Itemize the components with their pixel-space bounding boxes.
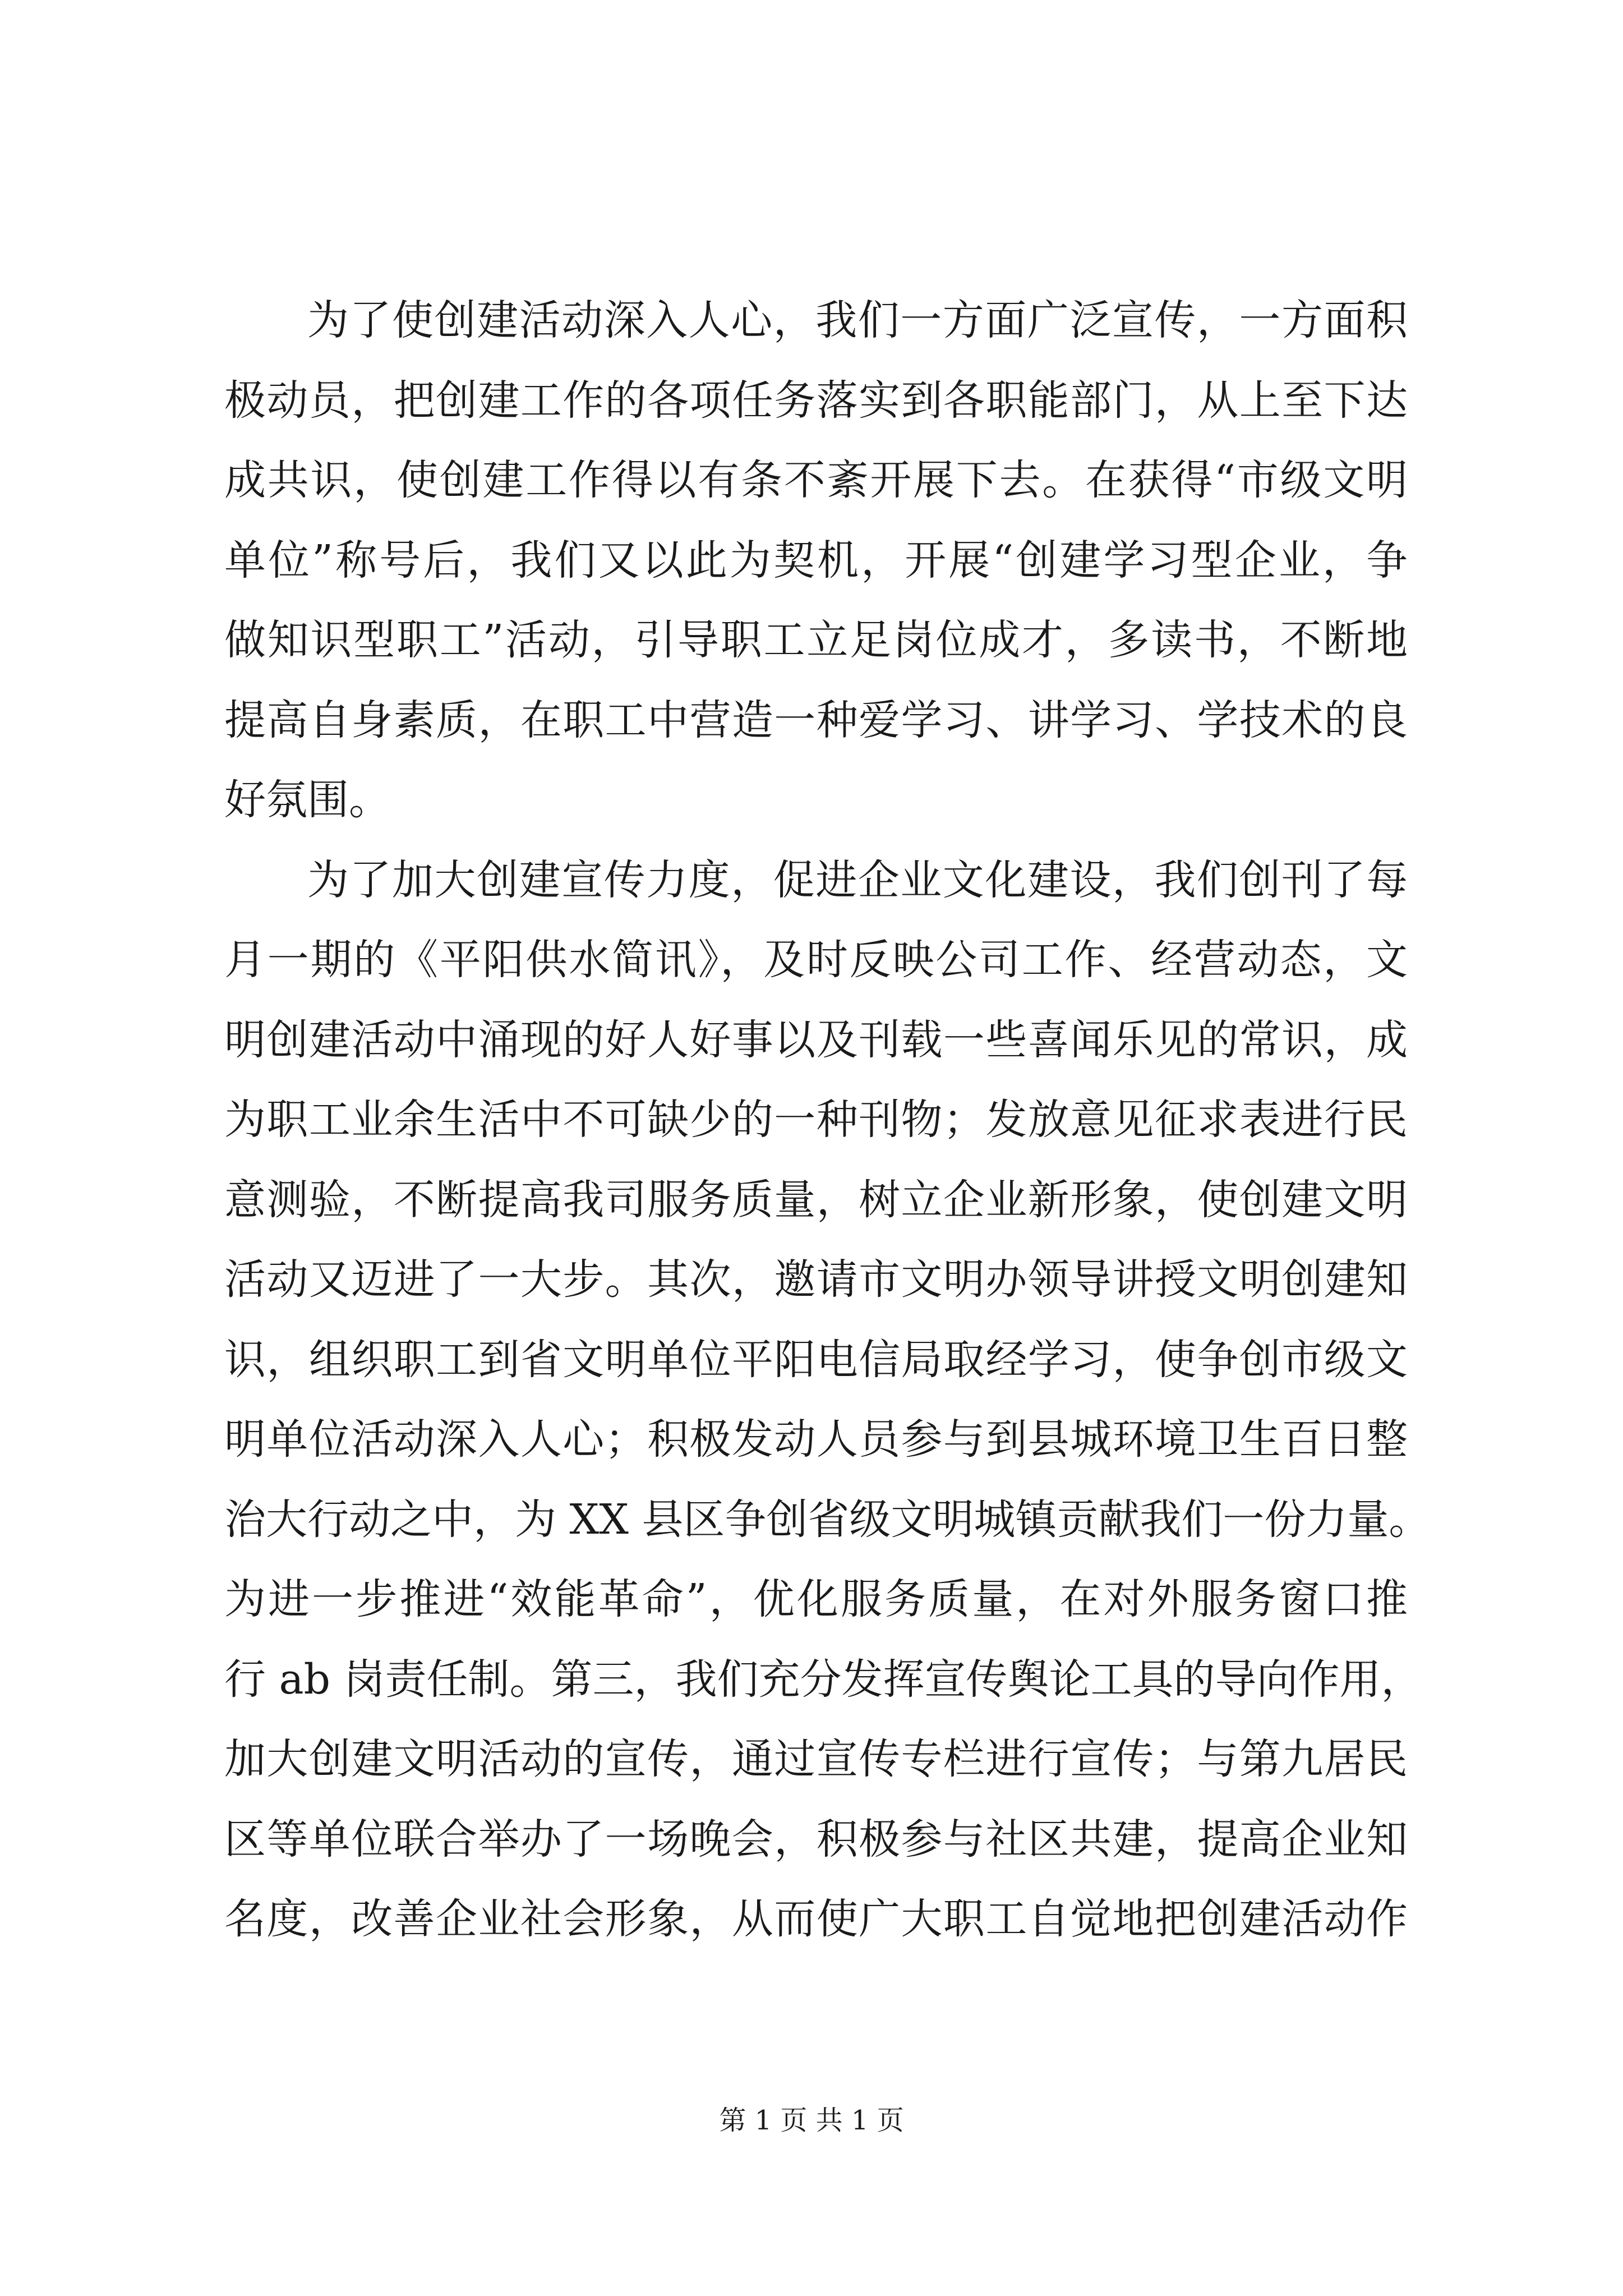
paragraph-1-line-2: 极动员，把创建工作的各项任务落实到各职能部门，从上至下达 (224, 376, 1408, 425)
paragraph-2-line-3: 明创建活动中涌现的好人好事以及刊载一些喜闻乐见的常识，成 (224, 1015, 1408, 1064)
paragraph-2-line-14: 名度，改善企业社会形象，从而使广大职工自觉地把创建活动作 (224, 1895, 1408, 1943)
paragraph-2-line-5: 意测验，不断提高我司服务质量，树立企业新形象，使创建文明 (224, 1175, 1408, 1224)
paragraph-1-line-3: 成共识，使创建工作得以有条不紊开展下去。在获得“市级文明 (224, 456, 1408, 504)
paragraph-2-line-4: 为职工业余生活中不可缺少的一种刊物；发放意见征求表进行民 (224, 1096, 1408, 1144)
paragraph-2-line-11: 行 ab 岗责任制。第三，我们充分发挥宣传舆论工具的导向作用， (224, 1655, 1423, 1704)
paragraph-2-line-9: 治大行动之中，为 XX 县区争创省级文明城镇贡献我们一份力量。 (224, 1495, 1431, 1544)
paragraph-1-line-5: 做知识型职工”活动，引导职工立足岗位成才，多读书，不断地 (224, 616, 1408, 664)
paragraph-2-line-8: 明单位活动深入人心；积极发动人员参与到县城环境卫生百日整 (224, 1415, 1408, 1464)
paragraph-2-line-13: 区等单位联合举办了一场晚会，积极参与社区共建，提高企业知 (224, 1815, 1408, 1864)
paragraph-2-line-12: 加大创建文明活动的宣传，通过宣传专栏进行宣传；与第九居民 (224, 1735, 1408, 1783)
paragraph-2-line-6: 活动又迈进了一大步。其次，邀请市文明办领导讲授文明创建知 (224, 1255, 1408, 1304)
paragraph-2-line-2: 月一期的《平阳供水简讯》，及时反映公司工作、经营动态，文 (224, 936, 1408, 984)
paragraph-2-line-10: 为进一步推进“效能革命”，优化服务质量，在对外服务窗口推 (224, 1575, 1408, 1623)
paragraph-1-line-6: 提高自身素质，在职工中营造一种爱学习、讲学习、学技术的良 (224, 696, 1408, 744)
paragraph-1-line-1: 为了使创建活动深入人心，我们一方面广泛宣传，一方面积 (307, 296, 1408, 344)
paragraph-2-line-1: 为了加大创建宣传力度，促进企业文化建设，我们创刊了每 (307, 855, 1408, 904)
paragraph-1-line-7: 好氛围。 (224, 776, 390, 824)
document-body (224, 280, 1431, 1959)
paragraph-2-line-7: 识，组织职工到省文明单位平阳电信局取经学习，使争创市级文 (224, 1335, 1408, 1384)
paragraph-1-line-4: 单位”称号后，我们又以此为契机，开展“创建学习型企业，争 (224, 536, 1408, 585)
page-number-footer: 第 1 页 共 1 页 (719, 2105, 904, 2136)
